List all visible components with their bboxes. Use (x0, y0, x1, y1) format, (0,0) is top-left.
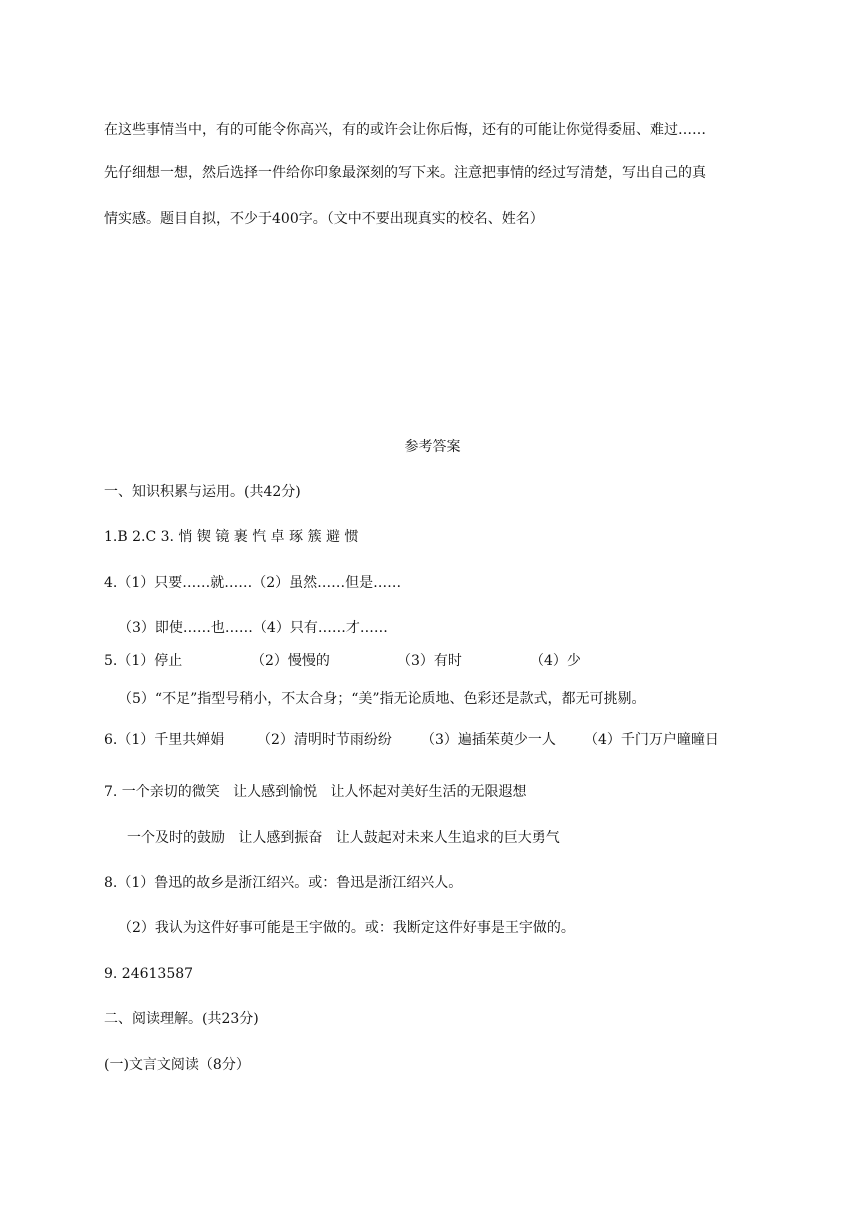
answer-key-title: 参考答案 (404, 439, 461, 455)
answer-q5-item-3: （3）有时 (397, 653, 462, 669)
answer-q8-line2: （2）我认为这件好事可能是王宇做的。或：我断定这件好事是王宇做的。 (118, 920, 575, 936)
answer-q7-line1: 7. 一个亲切的微笑 让人感到愉悦 让人怀起对美好生活的无限遐想 (104, 784, 527, 800)
prompt-line-1: 在这些事情当中，有的可能令你高兴，有的或许会让你后悔，还有的可能让你觉得委屈、难过…… (104, 122, 706, 138)
answer-q6-item-2: （2）清明时节雨纷纷 (257, 732, 392, 748)
answer-q4-line1: 4.（1）只要……就……（2）虽然……但是…… (104, 575, 402, 591)
prompt-line-2: 先仔细想一想，然后选择一件给你印象最深刻的写下来。注意把事情的经过写清楚，写出自己的真 (104, 165, 706, 181)
answer-q9: 9. 24613587 (104, 966, 194, 982)
answer-q6-item-1: 6.（1）千里共婵娟 (104, 732, 225, 748)
section2-subheading: (一)文言文阅读（8分） (104, 1057, 250, 1073)
section1-heading: 一、知识积累与运用。(共42分) (104, 484, 301, 500)
answer-q5-item-1: 5.（1）停止 (104, 653, 183, 669)
section2-heading: 二、阅读理解。(共23分) (104, 1011, 259, 1027)
answer-q6-item-3: （3）遍插茱萸少一人 (421, 732, 556, 748)
prompt-line-3: 情实感。题目自拟，不少于400字。（文中不要出现真实的校名、姓名） (104, 211, 544, 227)
answer-q4-line2: （3）即使……也……（4）只有……才…… (118, 620, 388, 636)
answer-q1-3: 1.B 2.C 3. 悄 锲 镜 裹 忾 卓 琢 簇 避 惯 (104, 529, 359, 545)
answer-q5-line2: （5）“不足”指型号稍小，不太合身；“美”指无论质地、色彩还是款式，都无可挑剔。 (118, 691, 646, 707)
answer-q8-line1: 8.（1）鲁迅的故乡是浙江绍兴。或：鲁迅是浙江绍兴人。 (104, 875, 463, 891)
answer-q7-line2: 一个及时的鼓励 让人感到振奋 让人鼓起对未来人生追求的巨大勇气 (127, 830, 560, 846)
answer-q5-item-4: （4）少 (530, 653, 581, 669)
answer-q5-item-2: （2）慢慢的 (251, 653, 330, 669)
answer-q6-item-4: （4）千门万户曈曈日 (584, 732, 719, 748)
